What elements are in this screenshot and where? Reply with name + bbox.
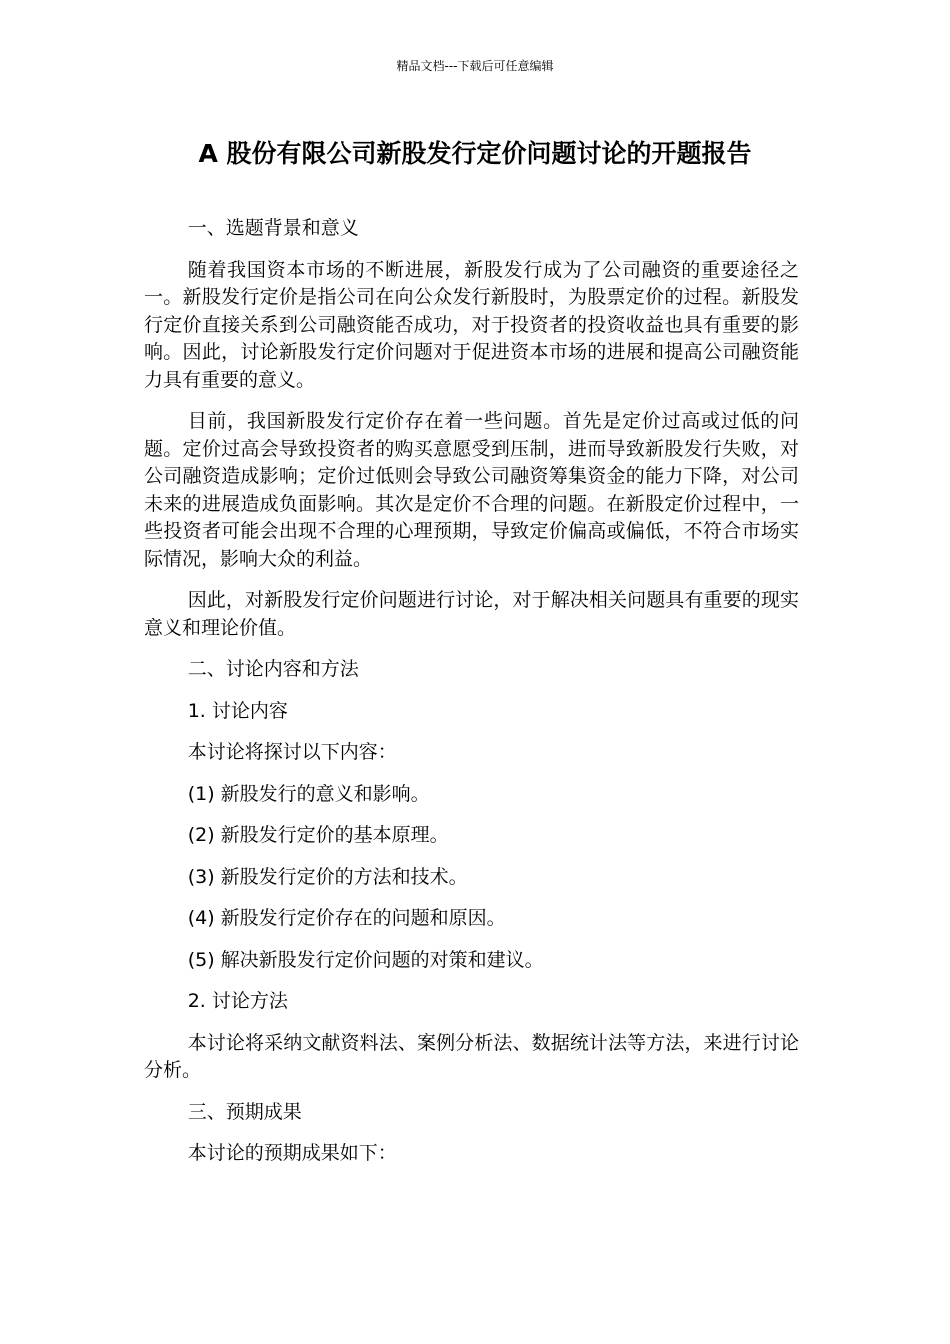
document-title: A 股份有限公司新股发行定价问题讨论的开题报告 (198, 139, 752, 168)
list-item: (5) 解决新股发行定价问题的对策和建议。 (187, 948, 544, 971)
subsection-heading: 1. 讨论内容 (187, 699, 288, 722)
header-note: 精品文档---下载后可任意编辑 (396, 59, 554, 73)
document-body (144, 215, 799, 1182)
list-item: (3) 新股发行定价的方法和技术。 (187, 865, 468, 888)
body-paragraph: 本讨论的预期成果如下： (187, 1142, 397, 1164)
body-paragraph: 随着我国资本市场的不断进展，新股发行成为了公司融资的重要途径之一。新股发行定价是指公司在向公众发行新股时，为股票定价的过程。新股发行定价直接关系到公司融资能否成功，对于投资者的投资收益也具有重要的影响。因此，讨论新股发行定价问题对于促进资本市场的进展和提高公司融资能力具有重要的意义。 (144, 258, 799, 391)
body-paragraph: 目前，我国新股发行定价存在着一些问题。首先是定价过高或过低的问题。定价过高会导致投资者的购买意愿受到压制，进而导致新股发行失败，对公司融资造成影响；定价过低则会导致公司融资筹集资金的能力下降，对公司未来的进展造成负面影响。其次是定价不合理的问题。在新股定价过程中，一些投资者可能会出现不合理的心理预期，导致定价偏高或偏低，不符合市场实际情况，影响大众的利益。 (144, 410, 799, 570)
subsection-heading: 2. 讨论方法 (187, 990, 288, 1012)
list-item: (4) 新股发行定价存在的问题和原因。 (187, 907, 506, 929)
body-paragraph: 本讨论将探讨以下内容： (187, 741, 397, 763)
section-heading-2: 二、讨论内容和方法 (187, 658, 359, 680)
list-item: (1) 新股发行的意义和影响。 (187, 782, 430, 805)
body-paragraph: 本讨论将采纳文献资料法、案例分析法、数据统计法等方法，来进行讨论分析。 (144, 1031, 799, 1081)
body-paragraph: 因此，对新股发行定价问题进行讨论，对于解决相关问题具有重要的现实意义和理论价值。 (144, 589, 799, 639)
section-heading-3: 三、预期成果 (187, 1100, 302, 1123)
section-heading-1: 一、选题背景和意义 (187, 217, 359, 239)
list-item: (2) 新股发行定价的基本原理。 (187, 824, 449, 846)
